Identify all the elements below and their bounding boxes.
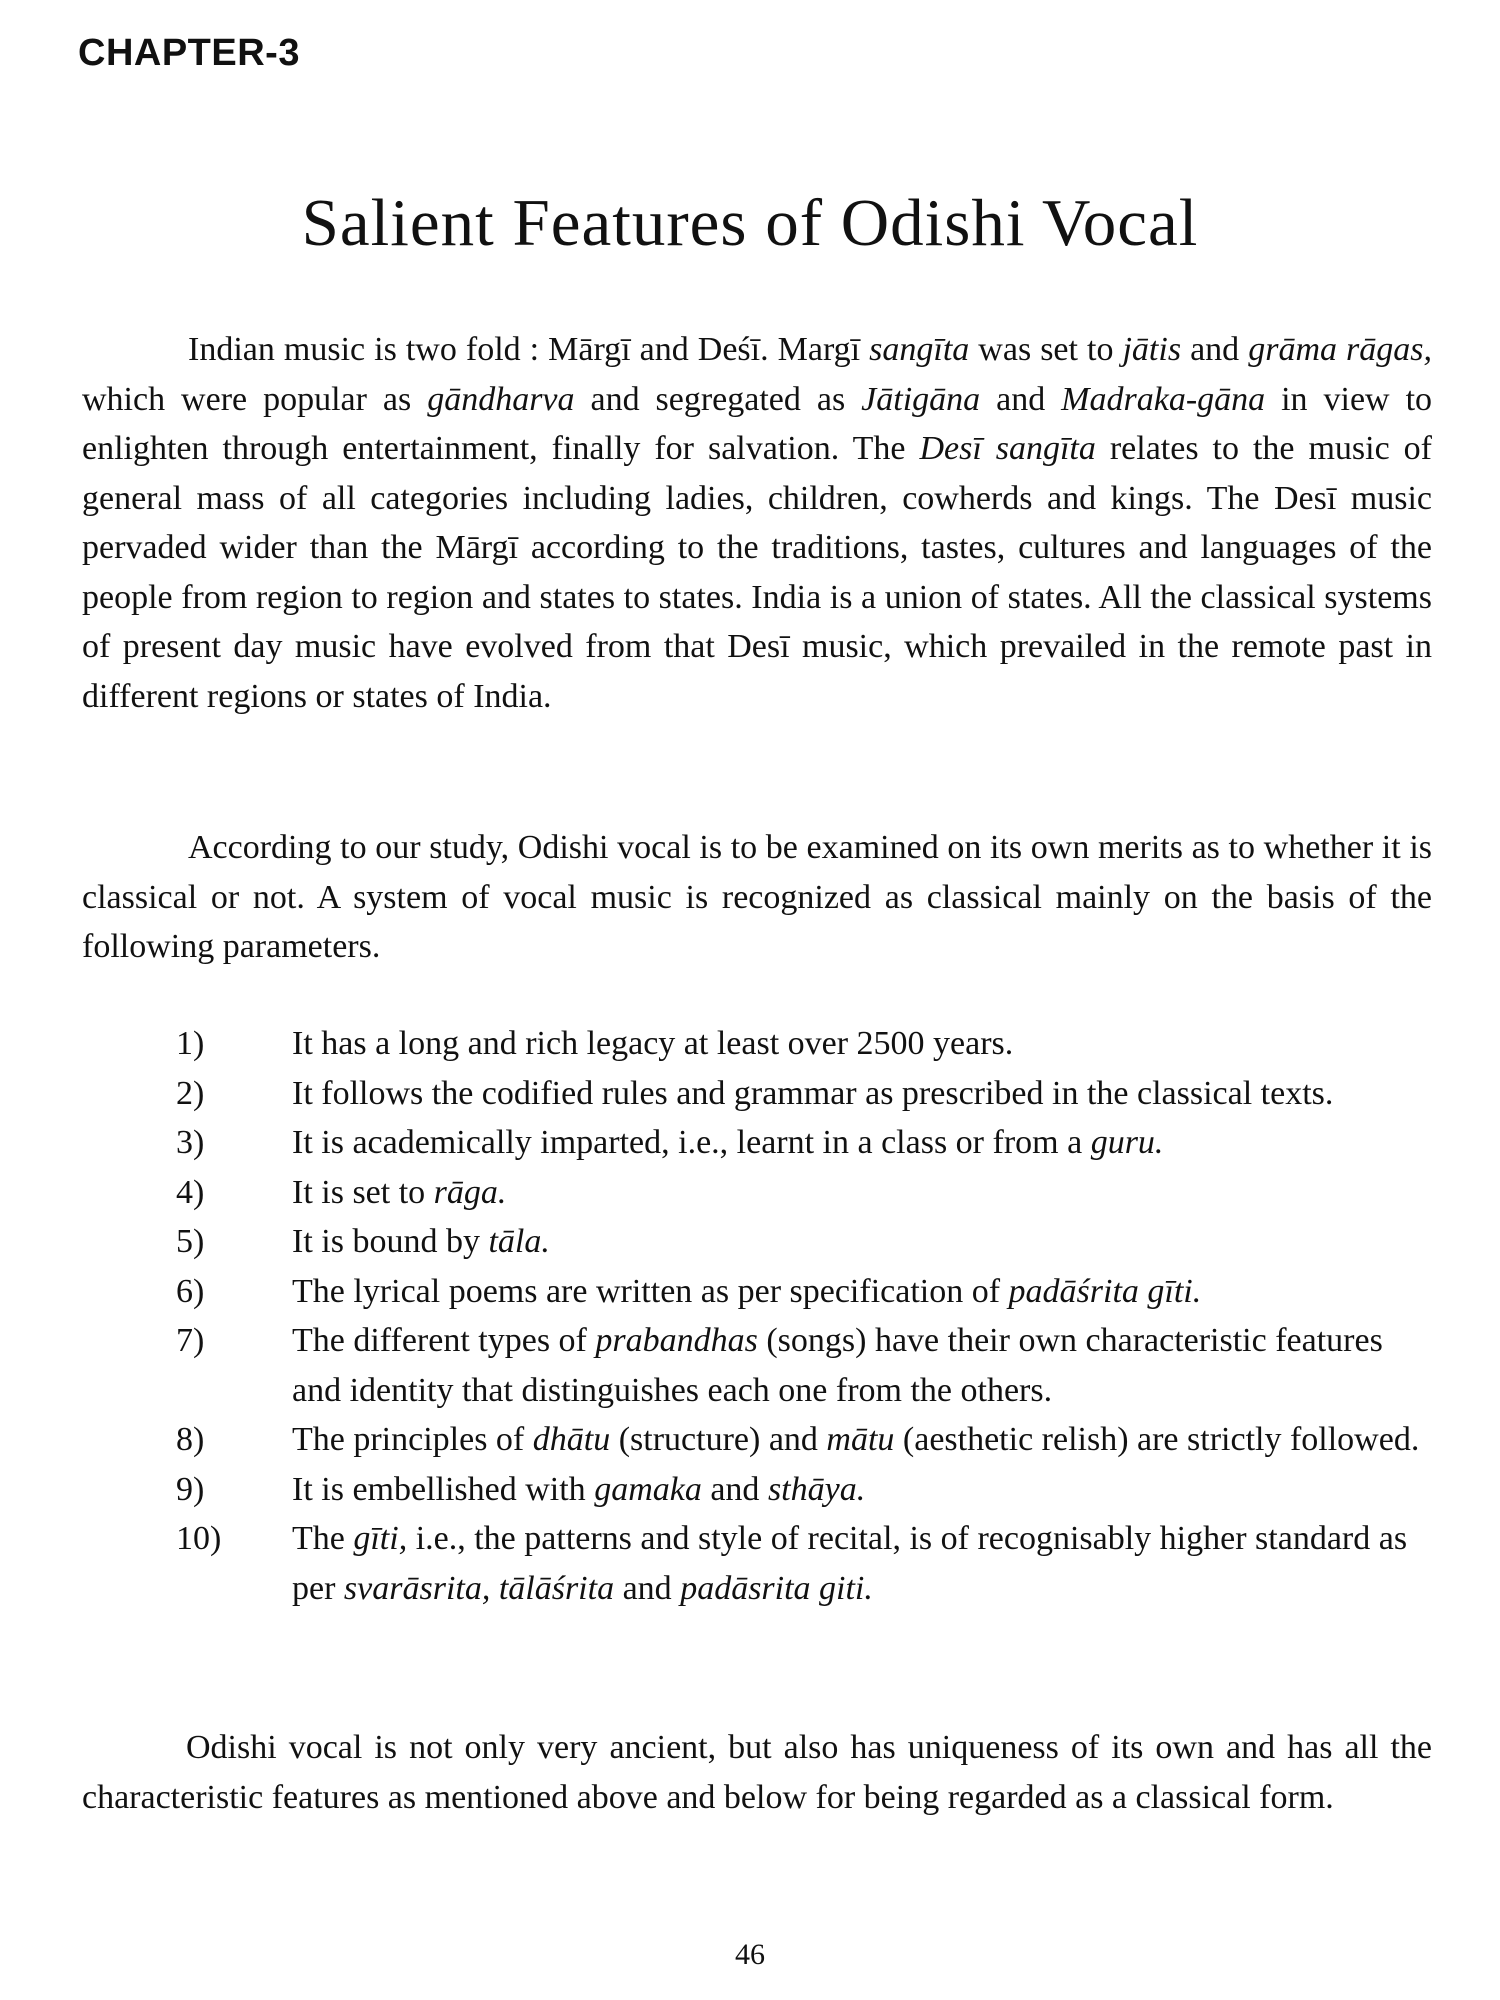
conclusion-paragraph: Odishi vocal is not only very ancient, but also has uniqueness of its own and has all the characteristic features as mentioned above and below for being regarded as a classical form.	[82, 1729, 1432, 1816]
list-item: 3) It is academically imparted, i.e., learnt in a class or from a guru.	[176, 1124, 1164, 1161]
list-item: 4) It is set to rāga.	[176, 1173, 507, 1211]
chapter-label: CHAPTER-3	[78, 32, 300, 74]
list-item: 7) The different types of prabandhas (songs) have their own characteristic features and identity that distinguishes each one from the others.	[176, 1322, 1383, 1409]
list-item: 2) It follows the codified rules and grammar as prescribed in the classical texts.	[176, 1074, 1334, 1112]
list-item: 8) The principles of dhātu (structure) and mātu (aesthetic relish) are strictly followed.	[176, 1421, 1420, 1458]
page-title: Salient Features of Odishi Vocal	[301, 186, 1199, 260]
list-item: 1) It has a long and rich legacy at least over 2500 years.	[176, 1025, 1014, 1062]
list-item: 9) It is embellished with gamaka and sthāya.	[176, 1470, 866, 1508]
intro-paragraph: Indian music is two fold : Mārgī and Deśī. Margī sangīta was set to jātis and grāma rāgas, which were popular as gāndharva and segregated as Jātigāna and Madraka-gāna in view to enlighten through entertainment, finally for salvation. The Desī sangīta relates to the music of general mass of all categories including ladies, children, cowherds and kings. The Desī music pervaded wider than the Mārgī according to the traditions, tastes, cultures and languages of the people from region to region and states to states. India is a union of states. All the classical systems of present day music have evolved from that Desī music, which prevailed in the remote past in different regions or states of India.	[82, 331, 1433, 715]
study-paragraph: According to our study, Odishi vocal is to be examined on its own merits as to whether it is classical or not. A system of vocal music is recognized as classical mainly on the basis of the following parameters.	[82, 829, 1432, 965]
list-item: 5) It is bound by tāla.	[176, 1223, 550, 1260]
list-item: 6) The lyrical poems are written as per specification of padāśrita gīti.	[176, 1272, 1202, 1310]
parameters-list	[176, 1019, 1436, 1613]
list-item: 10) The gīti, i.e., the patterns and style of recital, is of recognisably higher standard as per svarāsrita, tālāśrita and padāsrita giti.	[176, 1520, 1408, 1607]
page-number: 46	[735, 1938, 765, 1971]
